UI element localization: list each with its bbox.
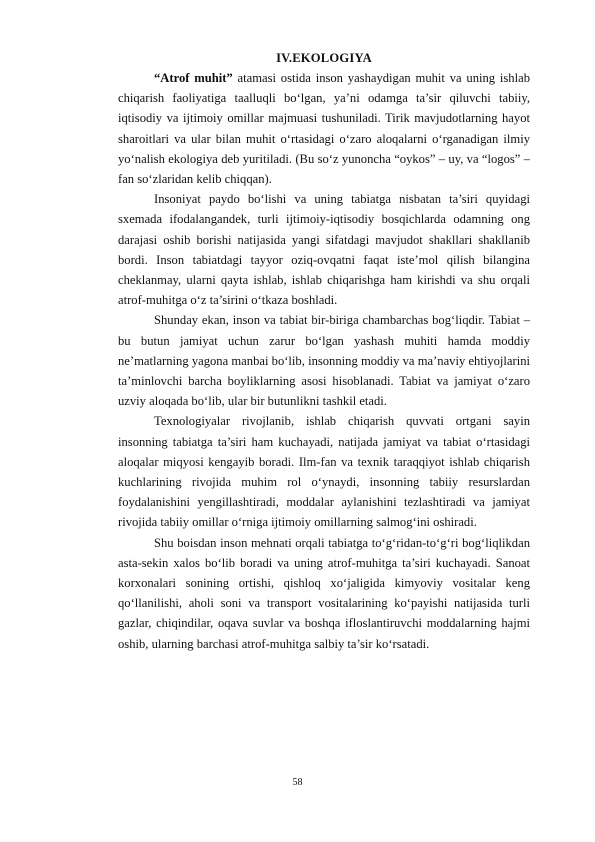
section-heading: IV.EKOLOGIYA — [276, 51, 372, 65]
term-atrof-muhit: “Atrof muhit” — [154, 71, 233, 85]
document-page — [118, 48, 530, 654]
page-number: 58 — [292, 777, 303, 788]
paragraph-3 — [118, 310, 530, 411]
paragraph-4-text: Texnologiyalar rivojlanib, ishlab chiqarish quvvati ortgani sayin insonning tabiatga ta’siri ham kuchayadi, natijada jamiyat va tabiat o‘rtasidagi aloqalar miqyosi kengayib boradi. Ilm-fan va texnik taraqqiyot ishlab chiqarish kuchlarining rivojida muhim rol o‘ynaydi, insonning tabiiy resurslardan foydalanishini yengillashtiradi, moddalar aylanishini tezlashtiradi va jamiyat rivojida tabiiy omillar o‘rniga ijtimoiy omillarning salmog‘ini oshiradi. — [118, 414, 530, 530]
paragraph-5-text: Shu boisdan inson mehnati orqali tabiatga to‘g‘ridan-to‘g‘ri bog‘liqlikdan asta-sekin xalos bo‘lib boradi va uning atrof-muhitga ta’siri kuchayadi. Sanoat korxonalari sonining ortishi, qishloq xo‘jaligida kimyoviy vositalar keng qo‘llanilishi, aholi soni va transport vositalarining ko‘payishi natijasida turli gazlar, chiqindilar, oqava suvlar va boshqa ifloslantiruvchi moddalarning hajmi oshib, ularning barchasi atrof-muhitga salbiy ta’sir ko‘rsatadi. — [118, 535, 530, 651]
paragraph-2 — [118, 189, 530, 310]
paragraph-1-text: atamasi ostida inson yashaydigan muhit va uning ishlab chiqarish faoliyatiga taalluqli bo‘lgan, ya’ni odamga ta’sir qiluvchi tabiiy, iqtisodiy va ijtimoiy omillar majmuasi tushuniladi. Tirik mavjudotlarning hayot sharoitlari va ular bilan muhit o‘rtasidagi o‘zaro aloqalarni o‘rganadigan ilmiy yo‘nalish ekologiya deb yuritiladi. (Bu so‘z yunoncha “oykos” – uy, va “logos” – fan so‘zlaridan kelib chiqqan). — [118, 71, 530, 187]
paragraph-3-text: Shunday ekan, inson va tabiat bir-biriga chambarchas bog‘liqdir. Tabiat – bu butun jamiyat uchun zarur bo‘lgan yashash muhiti hamda moddiy ne’matlarning yagona manbai bo‘lib, insonning moddiy va ma’naviy ehtiyojlarini ta’minlovchi barcha boyliklarning asosi hisoblanadi. Tabiat va jamiyat o‘zaro uzviy aloqada bo‘lib, ular bir butunlikni tashkil etadi. — [118, 313, 530, 409]
paragraph-4 — [118, 411, 530, 532]
paragraph-2-text: Insoniyat paydo bo‘lishi va uning tabiatga nisbatan ta’siri quyidagi sxemada ifodalangandek, turli ijtimoiy-iqtisodiy bosqichlarda odamning ong darajasi oshib borishi natijasida yangi sifatdagi mavjudot shakllari shakllanib bordi. Inson tabiatdagi tayyor oziq-ovqatni faqat iste’mol qilish bilangina cheklanmay, ularni qayta ishlab, ishlab chiqarishga ham kirishdi va shu orqali atrof-muhitga o‘z ta’sirini o‘tkaza boshladi. — [118, 192, 530, 308]
paragraph-5 — [118, 533, 530, 654]
paragraph-1 — [118, 68, 530, 189]
